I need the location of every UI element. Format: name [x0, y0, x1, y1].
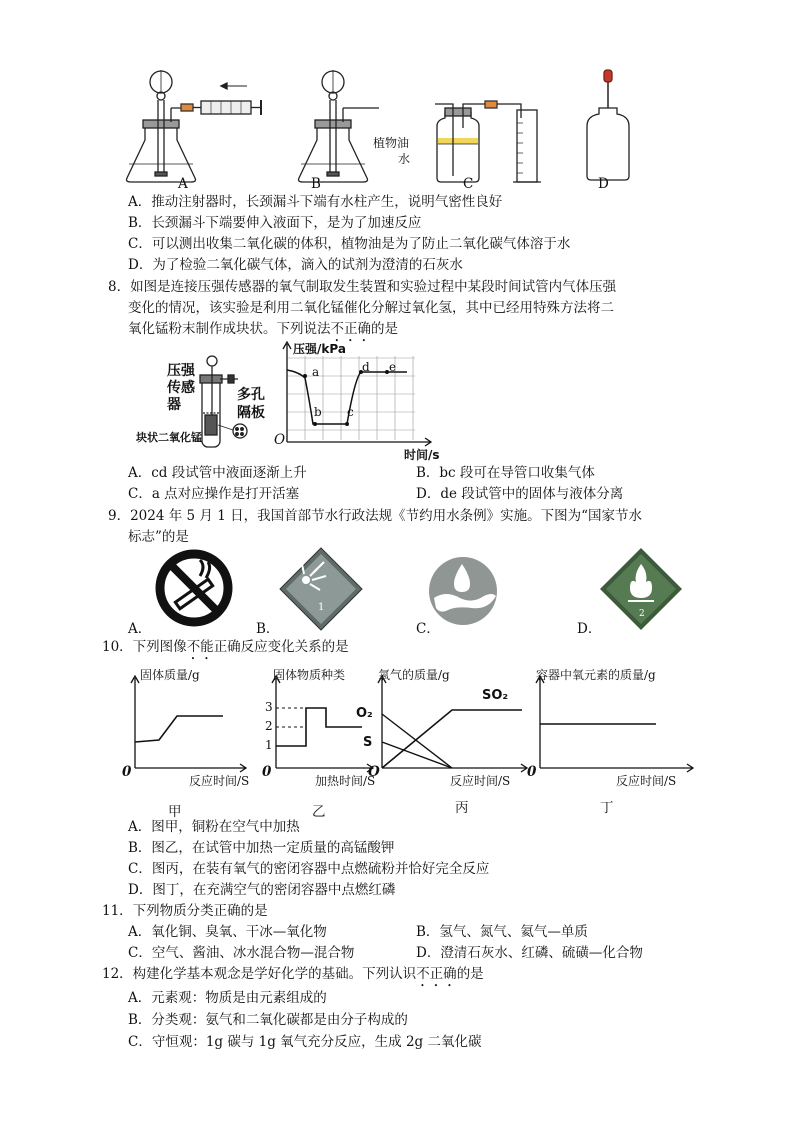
q7-option-b: B．长颈漏斗下端要伸入液面下，是为了加速反应	[128, 215, 422, 231]
q9-label-c: C．	[416, 621, 440, 637]
q10-yi-caption: 乙	[312, 804, 326, 820]
q7-label-c: C	[463, 176, 474, 192]
q10-bing-series-o2: O₂	[356, 706, 373, 721]
apparatus-c	[435, 101, 541, 182]
q8-point-c: c	[347, 405, 354, 419]
q10-ding-caption: 丁	[600, 800, 614, 816]
q9-sign-d-flammable-gas	[598, 546, 684, 632]
q8-graph-origin: O	[274, 432, 286, 448]
q10-jia-xlabel: 反应时间/S	[189, 774, 250, 788]
q8-point-e: e	[389, 360, 397, 374]
q10-yi-tick-3: 3	[265, 700, 273, 714]
q10-bing-origin: O	[368, 764, 380, 780]
q10-option-a: A．图甲，铜粉在空气中加热	[128, 819, 300, 835]
q10-bing-xlabel: 反应时间/S	[450, 774, 511, 788]
q10-yi-tick-2: 2	[265, 719, 273, 733]
q7-option-d: D．为了检验二氧化碳气体，滴入的试剂为澄清的石灰水	[128, 257, 463, 273]
q8-graph-ylabel: 压强/kPa	[293, 342, 346, 356]
q10-jia-origin: 0	[122, 764, 132, 780]
q10-bing-ylabel: 氧气的质量/g	[378, 668, 450, 682]
q7-apparatus-figure	[115, 68, 655, 193]
q10-ding-ylabel: 容器中氧元素的质量/g	[536, 668, 656, 682]
q9-sign-b-number: 1	[318, 602, 325, 613]
q8-block-label: 块状二氧化锰	[136, 431, 202, 444]
q10-yi-origin: 0	[262, 764, 272, 780]
apparatus-b	[299, 70, 380, 182]
q9-label-d: D．	[577, 621, 602, 637]
q9-sign-a-no-smoking	[154, 548, 234, 628]
q10-bing-series-so2: SO₂	[482, 688, 509, 703]
q12-option-b: B．分类观：氨气和二氧化碳都是由分子构成的	[128, 1012, 408, 1028]
q10-option-c: C．图丙，在装有氧气的密闭容器中点燃硫粉并恰好完全反应	[128, 861, 490, 877]
q9-label-b: B．	[256, 621, 280, 637]
q10-yi-ylabel: 固体物质种类	[273, 668, 346, 682]
q8-option-a: A．cd 段试管中液面逐渐上升	[128, 465, 307, 481]
q12-option-c: C．守恒观：1g 碳与 1g 氧气充分反应，生成 2g 二氧化碳	[128, 1034, 482, 1050]
q12-option-a: A．元素观：物质是由元素组成的	[128, 990, 327, 1006]
q7-water-label: 水	[398, 152, 411, 166]
q10-bing-caption: 丙	[455, 800, 469, 816]
q8-point-b: b	[314, 405, 322, 419]
q10-jia-ylabel: 固体质量/g	[140, 668, 200, 682]
q9-sign-d-number: 2	[639, 609, 645, 619]
q9-label-a: A．	[128, 621, 152, 637]
q10-ding-xlabel: 反应时间/S	[616, 774, 677, 788]
q8-sensor-label-3: 器	[167, 397, 181, 413]
q8-plate-label-1: 多孔	[237, 387, 265, 403]
q7-label-d: D	[598, 176, 609, 192]
q10-yi-tick-1: 1	[265, 738, 273, 752]
q11-stem: 11．下列物质分类正确的是	[102, 903, 268, 919]
q11-option-a: A．氧化铜、臭氧、干冰—氧化物	[128, 924, 327, 940]
q8-stem-line1: 8．如图是连接压强传感器的氧气制取发生装置和实验过程中某段时间试管内气体压强	[108, 279, 617, 295]
q7-option-c: C．可以测出收集二氧化碳的体积，植物油是为了防止二氧化碳气体溶于水	[128, 236, 571, 252]
q12-stem: 12．构建化学基本观念是学好化学的基础。下列认识不正确的是	[102, 966, 484, 982]
q10-ding-origin: 0	[527, 764, 537, 780]
q12-emphasis: 不正确	[416, 966, 457, 982]
q10-emphasis: 不能	[186, 639, 214, 655]
apparatus-a	[127, 70, 262, 182]
q8-sensor-label-1: 压强	[167, 363, 195, 379]
q8-point-d: d	[362, 360, 370, 374]
q10-stem: 10．下列图像不能正确反应变化关系的是	[102, 639, 349, 655]
q8-option-c: C．a 点对应操作是打开活塞	[128, 486, 300, 502]
q10-option-d: D．图丁，在充满空气的密闭容器中点燃红磷	[128, 882, 396, 898]
q11-option-c: C．空气、酱油、冰水混合物—混合物	[128, 945, 355, 961]
q8-sensor-label-2: 传感	[167, 380, 195, 396]
q8-point-a: a	[312, 365, 320, 379]
q10-option-b: B．图乙，在试管中加热一定质量的高锰酸钾	[128, 840, 395, 856]
q8-graph-xlabel: 时间/s	[404, 448, 440, 462]
q8-stem-line3: 氧化锰粉末制作成块状。下列说法不正确的是	[128, 321, 398, 337]
q11-option-b: B．氢气、氮气、氦气—单质	[416, 924, 588, 940]
q8-option-b: B．bc 段可在导管口收集气体	[416, 465, 595, 481]
q9-stem-line2: 标志”的是	[128, 529, 189, 545]
q7-label-b: B	[311, 176, 321, 192]
q9-sign-b-explosive	[278, 546, 364, 632]
q10-bing-series-s: S	[363, 735, 373, 750]
q11-option-d: D．澄清石灰水、红磷、硫磺—化合物	[416, 945, 643, 961]
q8-stem-line2: 变化的情况，该实验是利用二氧化锰催化分解过氧化氢，其中已经用特殊方法将二	[128, 300, 614, 316]
q7-oil-label: 植物油	[373, 136, 410, 150]
q10-jia-caption: 甲	[168, 804, 182, 820]
q8-option-d: D．de 段试管中的固体与液体分离	[416, 486, 624, 502]
q7-option-a: A．推动注射器时，长颈漏斗下端有水柱产生，说明气密性良好	[128, 194, 503, 210]
q10-yi-xlabel: 加热时间/S	[315, 774, 376, 788]
q7-label-a: A	[178, 176, 188, 192]
apparatus-d	[587, 70, 629, 180]
q8-plate-label-2: 隔板	[237, 405, 265, 421]
q9-stem-line1: 9．2024 年 5 月 1 日，我国首部节水行政法规《节约用水条例》实施。下图为“国家节水	[108, 508, 642, 524]
q8-emphasis: 不正确	[330, 321, 371, 337]
